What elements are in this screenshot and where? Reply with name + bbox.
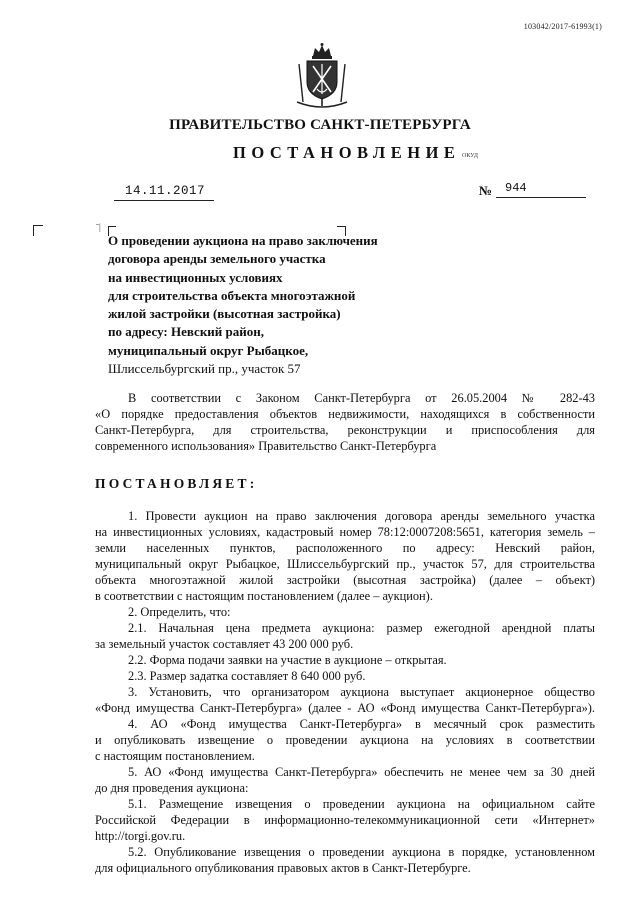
subject-line: Шлиссельбургский пр., участок 57 [108, 361, 301, 377]
document-subject [108, 232, 408, 378]
body-line: 5.1. Размещение извещения о проведении аукциона на официальном сайте [128, 797, 595, 811]
subject-line: на инвестиционных условиях [108, 269, 283, 285]
body-line: 2. Определить, что: [128, 605, 231, 619]
body-line: земли населенных пунктов, расположенного по адресу: Невский район, [95, 541, 595, 555]
preamble-line: Санкт-Петербурга, для строительства, реконструкции и приспособления для [95, 423, 595, 437]
body-line: 1. Провести аукцион на право заключения договора аренды земельного участка [128, 509, 595, 523]
resolves-heading: ПОСТАНОВЛЯЕТ: [95, 476, 258, 491]
body-line: в соответствии с настоящим постановлением (далее – аукцион). [95, 589, 433, 603]
body-line: и опубликовать извещение о проведении аукциона на условиях в соответствии [95, 733, 595, 747]
body-line: муниципальный округ Рыбацкое, Шлиссельбургский пр., участок 57, для строительства [95, 557, 595, 571]
coat-of-arms-emblem [293, 42, 351, 110]
corner-tick-mark: ˉ| [96, 222, 101, 232]
body-line: Российской Федерации в информационно-телекоммуникационной сети «Интернет» [95, 813, 595, 827]
body-line: 5. АО «Фонд имущества Санкт-Петербурга» обеспечить не менее чем за 30 дней [128, 765, 595, 779]
body-line: на инвестиционных условиях, кадастровый номер 78:12:0007208:5651, категория земель – [95, 525, 595, 539]
subject-line: по адресу: Невский район, [108, 324, 264, 340]
preamble-line: В соответствии с Законом Санкт-Петербурга от 26.05.2004 № 282-43 [128, 391, 595, 405]
body-line: до дня проведения аукциона: [95, 781, 249, 795]
subject-line: О проведении аукциона на право заключения [108, 233, 378, 248]
subject-line: муниципальный округ Рыбацкое, [108, 342, 309, 358]
body-line: 2.2. Форма подачи заявки на участие в аукционе – открытая. [128, 653, 447, 667]
subject-line: жилой застройки (высотная застройка) [108, 306, 341, 322]
body-line: «Фонд имущества Санкт-Петербурга» (далее - АО «Фонд имущества Санкт-Петербурга»). [95, 701, 595, 715]
body-line: с настоящим постановлением. [95, 749, 255, 763]
document-type-heading: ПОСТАНОВЛЕНИЕ [233, 143, 461, 162]
preamble-line: «О порядке предоставления объектов недвижимости, находящихся в собственности [95, 407, 595, 421]
document-registration-id: 103042/2017-61993(1) [523, 22, 602, 31]
document-date: 14.11.2017 [125, 184, 206, 198]
okud-label: ОКУД [462, 153, 478, 159]
body-line: http://torgi.gov.ru. [95, 829, 186, 843]
subject-line: для строительства объекта многоэтажной [108, 287, 356, 303]
body-line: за земельный участок составляет 43 200 000 руб. [95, 637, 354, 651]
government-title: ПРАВИТЕЛЬСТВО САНКТ-ПЕТЕРБУРГА [169, 117, 471, 133]
date-underline [114, 200, 214, 201]
body-line: 4. АО «Фонд имущества Санкт-Петербурга» в месячный срок разместить [128, 717, 595, 731]
body-line: 2.3. Размер задатка составляет 8 640 000 руб. [128, 669, 366, 683]
number-label: № [479, 183, 493, 198]
body-line: 2.1. Начальная цена предмета аукциона: размер ежегодной арендной платы [128, 621, 595, 635]
document-number: 944 [505, 181, 527, 195]
number-underline [496, 197, 586, 198]
corner-bracket-left [33, 225, 43, 236]
body-line: объекта многоэтажной жилой застройки (высотная застройка) (далее – объект) [95, 573, 595, 587]
preamble-line: современного использования» Правительство Санкт-Петербурга [95, 439, 437, 453]
body-line: 3. Установить, что организатором аукциона выступает акционерное общество [128, 685, 595, 699]
body-line: для официального опубликования правовых актов в Санкт-Петербурге. [95, 861, 471, 875]
body-line: 5.2. Опубликование извещения о проведении аукциона в порядке, установленном [128, 845, 595, 859]
subject-line: договора аренды земельного участка [108, 251, 326, 267]
